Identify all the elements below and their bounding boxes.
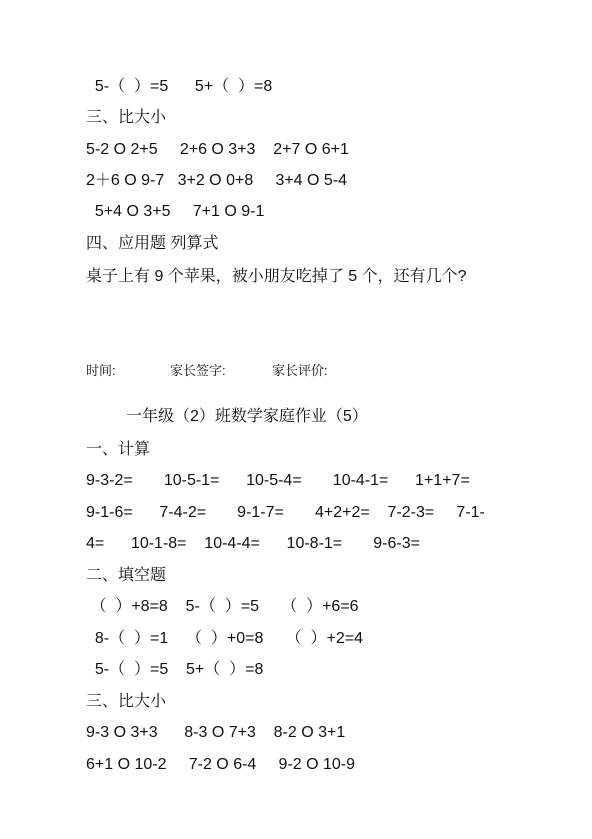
- parent-signature-label: 家长签字:: [170, 363, 226, 378]
- fill-blank-line: （ ）+8=8 5-（ ）=5 （ ）+6=6: [86, 598, 359, 615]
- section-heading-compare: 三、比大小: [86, 109, 167, 126]
- section-heading-word-problem: 四、应用题 列算式: [86, 235, 219, 252]
- parent-evaluation-label: 家长评价:: [272, 363, 328, 378]
- section-heading-calc: 一、计算: [86, 441, 151, 458]
- time-label: 时间:: [86, 363, 116, 378]
- compare-line: 2＋6 O 9-7 3+2 O 0+8 3+4 O 5-4: [86, 172, 348, 189]
- section-heading-compare: 三、比大小: [86, 693, 167, 710]
- calc-line: 4= 10-1-8= 10-4-4= 10-8-1= 9-6-3=: [86, 535, 420, 552]
- page-title: 一年级（2）班数学家庭作业（5）: [126, 408, 368, 425]
- compare-line: 6+1 O 10-2 7-2 O 6-4 9-2 O 10-9: [86, 756, 356, 773]
- compare-line: 5+4 O 3+5 7+1 O 9-1: [86, 203, 265, 220]
- section-heading-fill: 二、填空题: [86, 567, 167, 584]
- word-problem-text: 桌子上有 9 个苹果，被小朋友吃掉了 5 个，还有几个?: [86, 268, 467, 285]
- fill-blank-line: 5-（ ）=5 5+（ ）=8: [86, 661, 264, 678]
- fill-blank-line: 5-（ ）=5 5+（ ）=8: [86, 78, 273, 95]
- compare-line: 5-2 O 2+5 2+6 O 3+3 2+7 O 6+1: [86, 141, 349, 158]
- calc-line: 9-3-2= 10-5-1= 10-5-4= 10-4-1= 1+1+7=: [86, 472, 470, 489]
- compare-line: 9-3 O 3+3 8-3 O 7+3 8-2 O 3+1: [86, 724, 346, 741]
- calc-line: 9-1-6= 7-4-2= 9-1-7= 4+2+2= 7-2-3= 7-1-: [86, 504, 485, 521]
- fill-blank-line: 8-（ ）=1 （ ）+0=8 （ ）+2=4: [86, 630, 364, 647]
